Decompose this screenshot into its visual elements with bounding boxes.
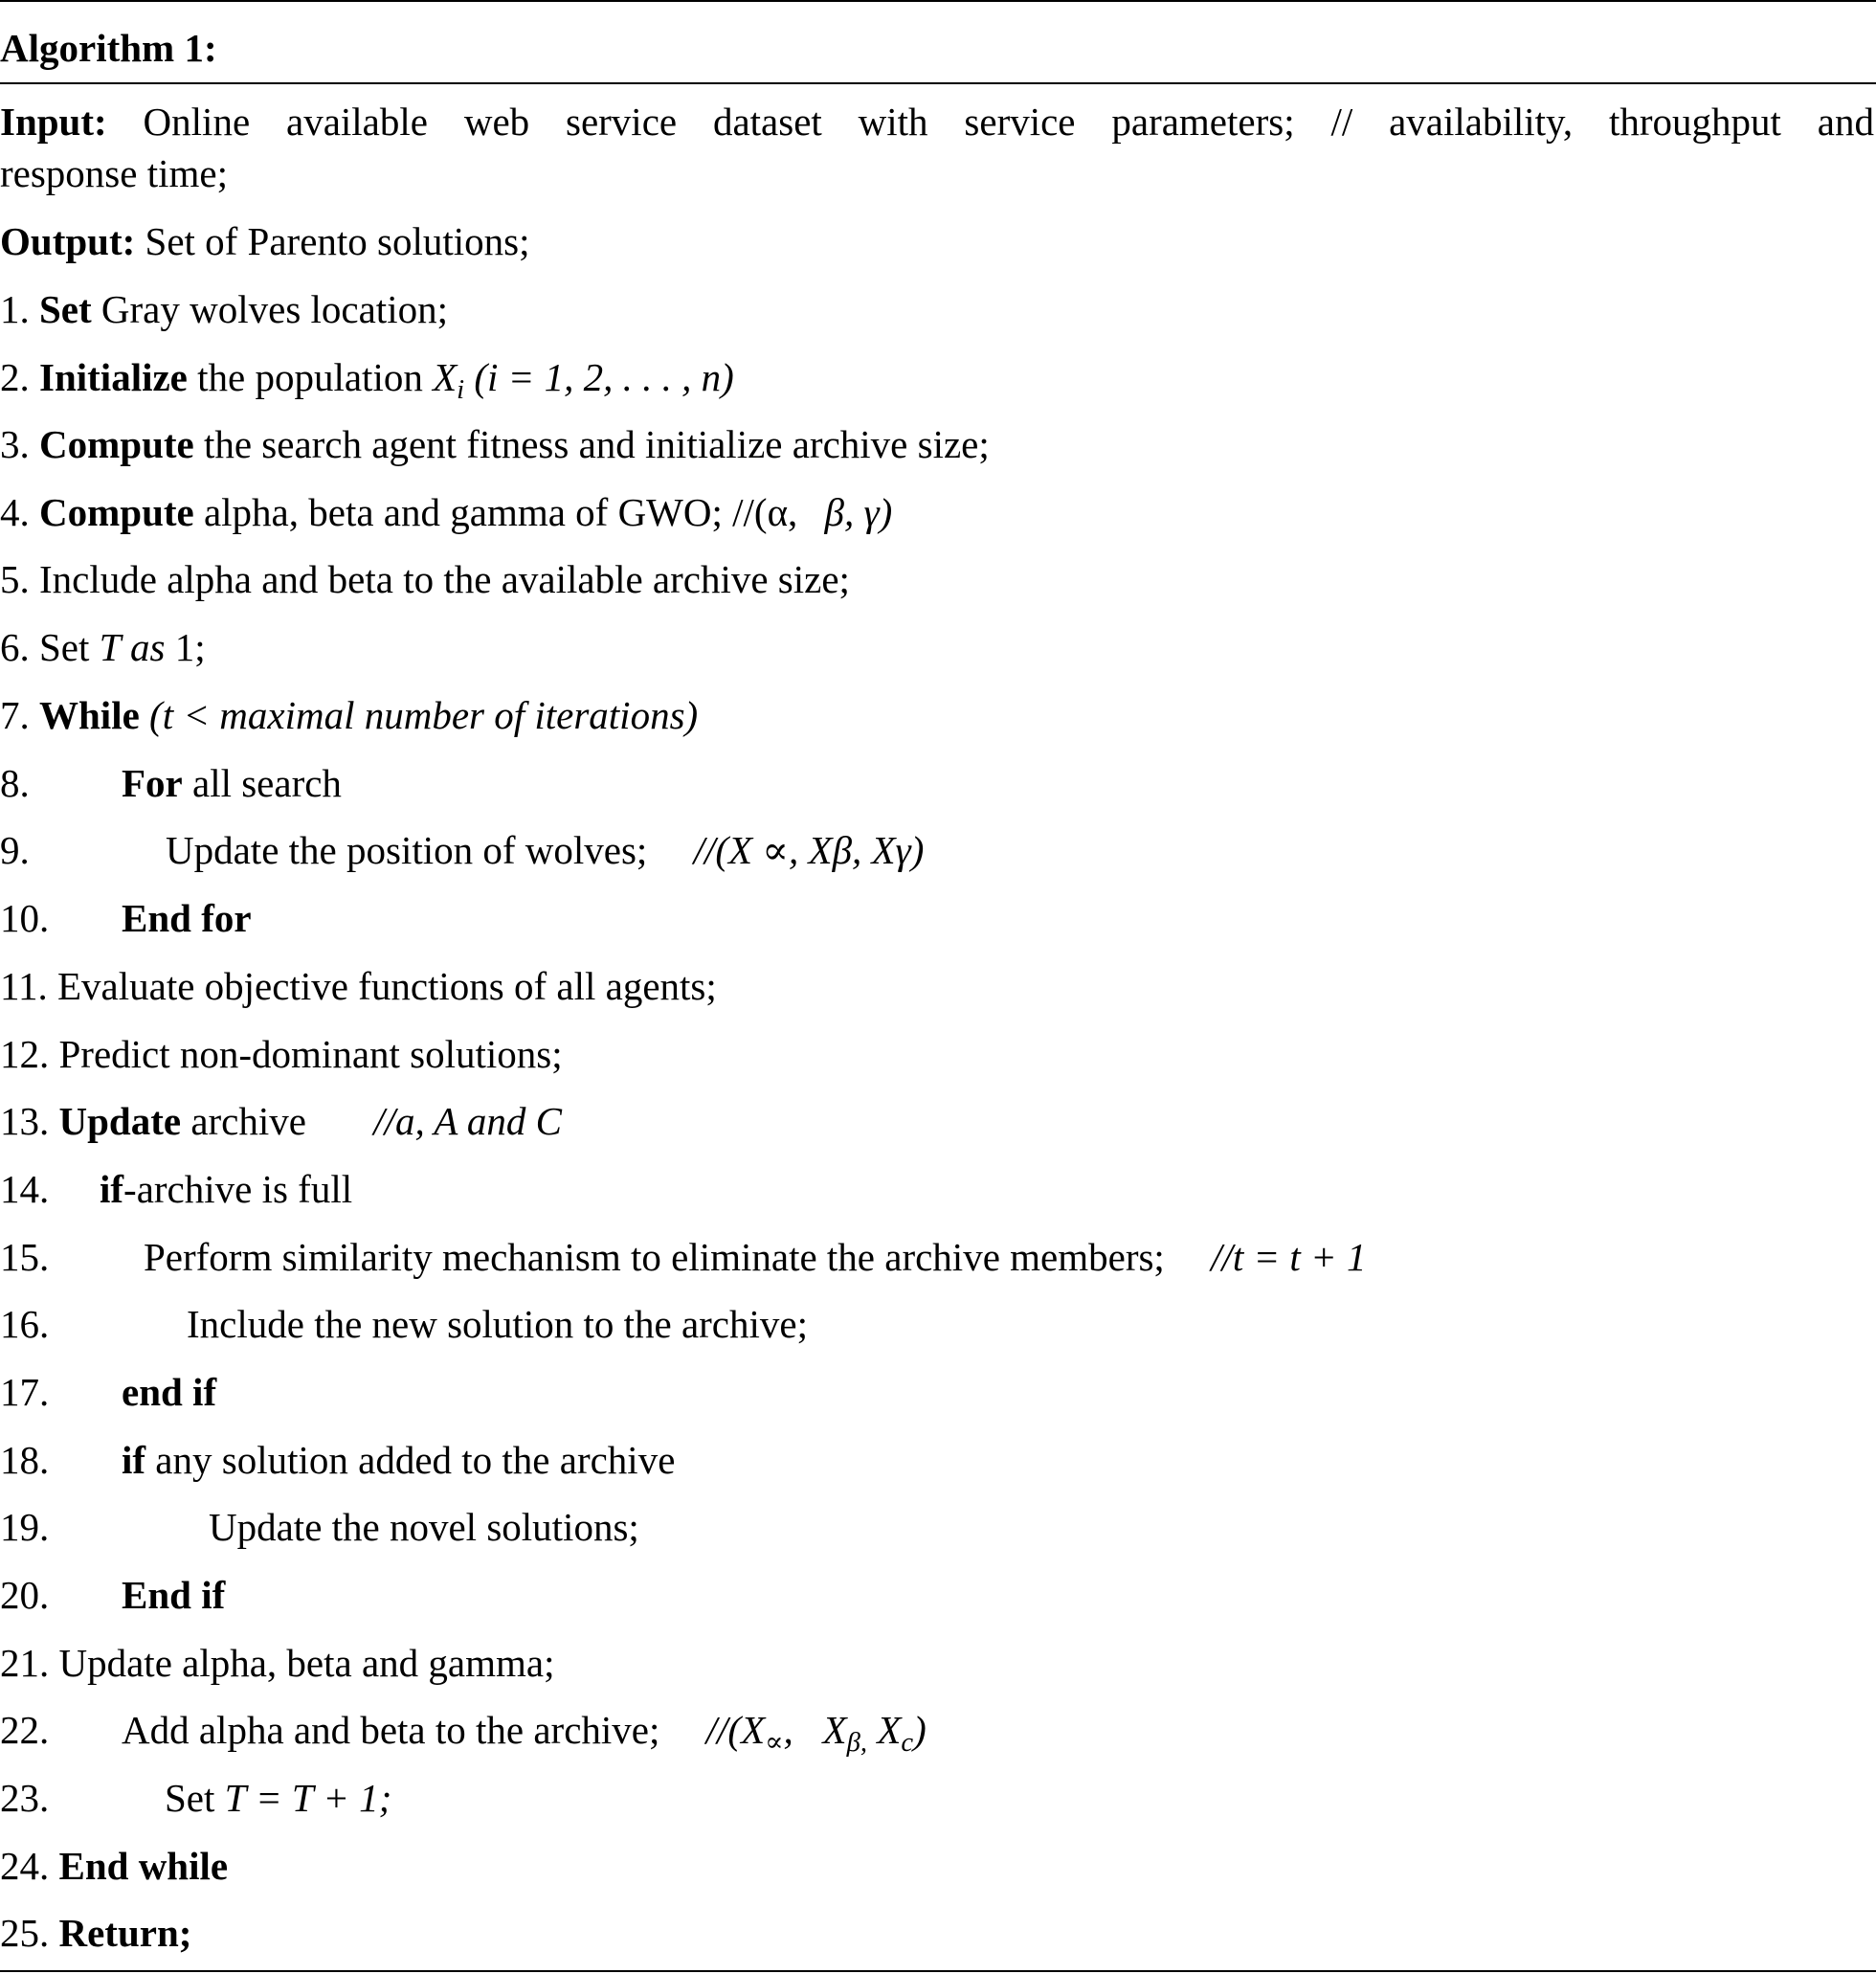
step-2-math: (i = 1, 2, . . . , n) <box>474 355 734 399</box>
step-25: 25. Return; <box>0 1911 192 1955</box>
title-rule <box>0 82 1876 84</box>
step-19: 19. Update the novel solutions; <box>0 1505 639 1549</box>
step-22: 22. Add alpha and beta to the archive; $//(X_\propto$, $X_{\beta,}$ $X_c$) <box>0 1708 927 1759</box>
step-7: 7. While (t < maximal number of iterations) <box>0 693 699 737</box>
step-17: 17. end if <box>0 1370 217 1414</box>
step-2: 2. Initialize the population $X_i$ (i = 1, 2, . . . , n) <box>0 355 734 406</box>
step-10: 10. End for <box>0 896 252 940</box>
input-line <box>0 102 1874 142</box>
step-15: 15. Perform similarity mechanism to eliminate the archive members; //t = t + 1 <box>0 1235 1367 1279</box>
output-line: Output: Set of Parento solutions; <box>0 219 530 263</box>
step-18: 18. if any solution added to the archive <box>0 1438 676 1482</box>
step-3: 3. Compute the search agent fitness and initialize archive size; <box>0 422 990 466</box>
step-1: 1. Set Gray wolves location; <box>0 287 448 331</box>
step-9: 9. Update the position of wolves; //(X ∝, Xβ, Xγ) <box>0 828 925 872</box>
step-23: 23. Set T = T + 1; <box>0 1776 392 1820</box>
step-4: 4. Compute alpha, beta and gamma of GWO; //(α, β, γ) <box>0 490 893 534</box>
step-11: 11. Evaluate objective functions of all agents; <box>0 964 717 1008</box>
output-label: Output: <box>0 219 136 263</box>
step-8: 8. For all search <box>0 761 342 805</box>
step-13: 13. Update archive //a, A and C <box>0 1099 562 1143</box>
bottom-rule <box>0 1970 1876 1972</box>
input-text-line2: response time; <box>0 151 228 195</box>
step-14: 14. if-archive is full <box>0 1167 353 1211</box>
step-24: 24. End while <box>0 1844 229 1888</box>
step-21: 21. Update alpha, beta and gamma; <box>0 1641 555 1685</box>
step-6: 6. Set T as 1; <box>0 625 206 669</box>
algorithm-title: Algorithm 1: <box>0 26 217 70</box>
step-22-math: $//(X_\propto$, $X_{\beta,}$ $X_c$) <box>705 1708 927 1759</box>
step-5: 5. Include alpha and beta to the available archive size; <box>0 557 850 601</box>
top-rule <box>0 0 1876 2</box>
step-20: 20. End if <box>0 1573 226 1617</box>
step-12: 12. Predict non-dominant solutions; <box>0 1032 563 1076</box>
input-text-line1: Input: Online available web service dataset with service parameters; // availability, throughput and <box>0 100 1874 144</box>
step-16: 16. Include the new solution to the archive; <box>0 1302 808 1346</box>
input-label: Input: <box>0 100 107 144</box>
